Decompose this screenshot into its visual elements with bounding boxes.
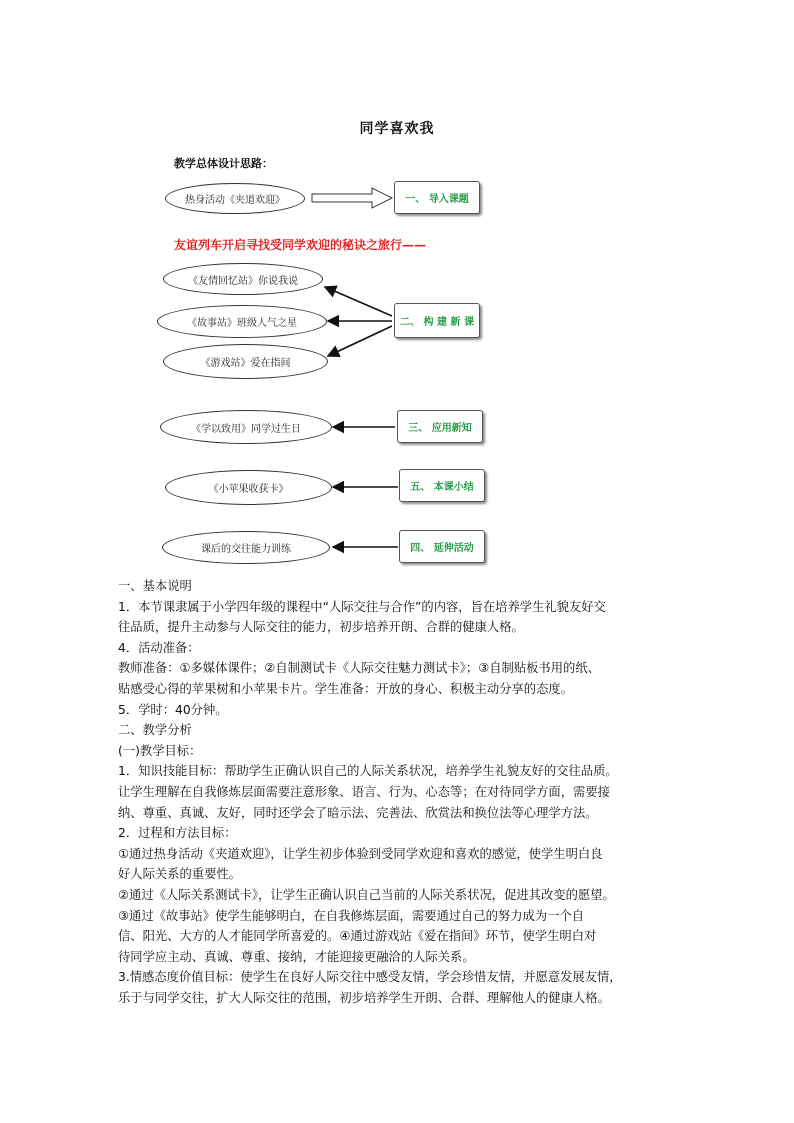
paragraph-line: 乐于与同学交往，扩大人际交往的范围，初步培养学生开朗、合群、理解他人的健康人格。 <box>118 990 610 1005</box>
arrow-to-game <box>328 326 392 356</box>
activity-oval-birthday: 《学以致用》同学过生日 <box>160 410 332 444</box>
subsection-heading: (一)教学目标： <box>118 743 202 758</box>
paragraph-line: 纳、尊重、真诚、友好，同时还学会了暗示法、完善法、欣赏法和换位法等心理学方法。 <box>118 805 598 820</box>
paragraph-line: 让学生理解在自我修炼层面需要注意形象、语言、行为、心态等；在对待同学方面，需要接 <box>118 784 610 799</box>
paragraph-line: 4．活动准备： <box>118 640 200 655</box>
arrow-to-friendship <box>325 287 392 316</box>
paragraph-line: 贴感受心得的苹果树和小苹果卡片。学生准备：开放的身心、积极主动分享的态度。 <box>118 681 573 696</box>
paragraph-line: 2．过程和方法目标： <box>118 826 237 841</box>
activity-oval-game: 《游戏站》爱在指间 <box>163 344 328 379</box>
stage-box-apply <box>397 410 483 443</box>
section-heading: 二、教学分析 <box>118 723 192 738</box>
paragraph-line: 往品质，提升主动参与人际交往的能力，初步培养开朗、合群的健康人格。 <box>118 620 524 635</box>
stage-label: 本课小结 <box>433 482 474 493</box>
activity-oval-story: 《故事站》班级人气之星 <box>157 305 327 338</box>
section-heading: 一、基本说明 <box>118 579 192 593</box>
stage-box-extend <box>399 530 485 563</box>
activity-oval-warmup: 热身活动《夹道欢迎》 <box>165 183 305 214</box>
stage-box-build <box>394 303 480 338</box>
stage-label: 导入课题 <box>428 194 469 205</box>
stage-label: 延伸活动 <box>433 543 474 554</box>
page-title: 同学喜欢我 <box>359 121 435 137</box>
paragraph-line: 3.情感态度价值目标：使学生在良好人际交往中感受友情，学会珍惜友情，并愿意发展友情， <box>118 970 622 985</box>
intro-block-arrow <box>312 188 392 208</box>
stage-num: 二、 <box>400 317 421 328</box>
activity-oval-training: 课后的交往能力训练 <box>162 531 330 564</box>
stage-label: 构 建 新 课 <box>423 317 474 328</box>
stage-num: 四、 <box>410 543 431 554</box>
paragraph-line: 信、阳光、大方的人才能同学所喜爱的。④通过游戏站《爱在指间》环节，使学生明白对 <box>118 929 597 944</box>
paragraph-line: 待同学应主动、真诚、尊重、接纳，才能迎接更融洽的人际关系。 <box>118 949 475 964</box>
paragraph-line: ①通过热身活动《夹道欢迎》，让学生初步体验到受同学欢迎和喜欢的感觉，使学生明白良 <box>118 846 603 861</box>
paragraph-line: 1．知识技能目标：帮助学生正确认识自己的人际关系状况，培养学生礼貌友好的交往品质。 <box>118 764 618 779</box>
design-heading: 教学总体设计思路： <box>174 157 273 170</box>
stage-box-summary <box>399 469 485 502</box>
paragraph-line: 1．本节课隶属于小学四年级的课程中“人际交往与合作”的内容，旨在培养学生礼貌友好交 <box>118 599 606 614</box>
red-heading: 友谊列车开启寻找受同学欢迎的秘诀之旅行—— <box>174 238 427 252</box>
activity-oval-friendship: 《友情回忆站》你说我说 <box>163 263 323 295</box>
stage-num: 五、 <box>410 482 431 493</box>
activity-oval-apple: 《小苹果收获卡》 <box>165 470 332 505</box>
paragraph-line: ③通过《故事站》使学生能够明白，在自我修炼层面，需要通过自己的努力成为一个自 <box>118 908 585 923</box>
paragraph-line: ②通过《人际关系测试卡》，让学生正确认识自己当前的人际关系状况，促进其改变的愿望。 <box>118 887 615 902</box>
stage-num: 一、 <box>405 194 426 205</box>
body-text <box>118 576 688 1008</box>
stage-num: 三、 <box>408 423 429 434</box>
stage-label: 应用新知 <box>431 423 472 434</box>
paragraph-line: 5．学时：40分钟。 <box>118 702 228 717</box>
paragraph-line: 教师准备：①多媒体课件；②自制测试卡《人际交往魅力测试卡》；③自制贴板书用的纸、 <box>118 661 600 676</box>
stage-box-intro <box>394 181 480 214</box>
paragraph-line: 好人际关系的重要性。 <box>118 867 241 882</box>
